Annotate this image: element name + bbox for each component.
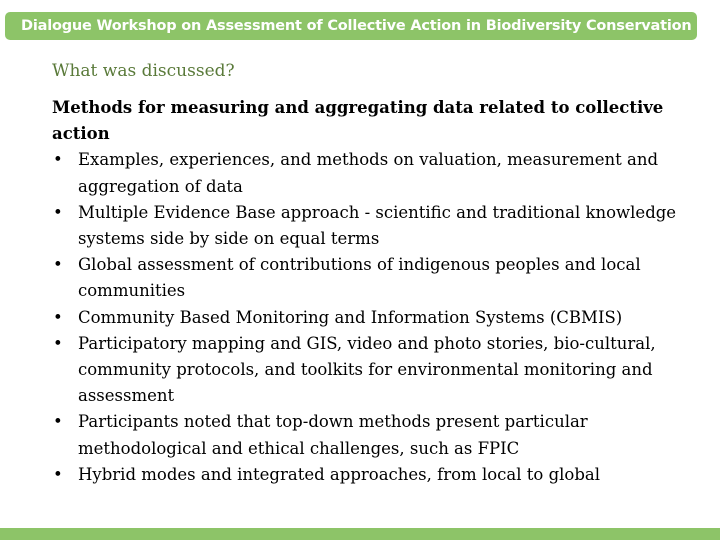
bullet-item (52, 331, 677, 410)
slide-content (52, 95, 677, 488)
bullet-icon: • (53, 333, 63, 353)
bullet-text: Hybrid modes and integrated approaches, from local to global (78, 464, 601, 484)
bullet-text: Participatory mapping and GIS, video and photo stories, bio-cultural, community protocols, and toolkits for environmental monitoring and assessment (78, 333, 656, 406)
bullet-item (52, 409, 677, 461)
bullet-item (52, 462, 677, 488)
bullet-icon: • (53, 307, 63, 327)
bullet-text: Examples, experiences, and methods on valuation, measurement and aggregation of data (78, 150, 659, 196)
bullet-icon: • (53, 255, 63, 275)
footer-bar (0, 528, 720, 540)
bullet-item (52, 252, 677, 304)
bullet-icon: • (53, 150, 63, 170)
bullet-text: Global assessment of contributions of indigenous peoples and local communities (78, 255, 641, 301)
bullet-icon: • (53, 464, 63, 484)
bullet-text: Participants noted that top-down methods present particular methodological and ethical challenges, such as FPIC (78, 412, 588, 458)
section-subheading: What was discussed? (52, 61, 235, 81)
bullet-icon: • (53, 202, 63, 222)
bullet-icon: • (53, 412, 63, 432)
bullet-item (52, 200, 677, 252)
slide-title: Dialogue Workshop on Assessment of Collective Action in Biodiversity Conservation (21, 18, 692, 34)
bullet-list (52, 147, 677, 488)
bullet-item (52, 147, 677, 199)
bullet-text: Multiple Evidence Base approach - scientific and traditional knowledge systems side by side on equal terms (78, 202, 677, 249)
content-heading: Methods for measuring and aggregating data related to collective action (52, 98, 664, 144)
header-banner (5, 12, 697, 40)
bullet-item (52, 305, 677, 331)
bullet-text: Community Based Monitoring and Information Systems (CBMIS) (78, 307, 623, 327)
